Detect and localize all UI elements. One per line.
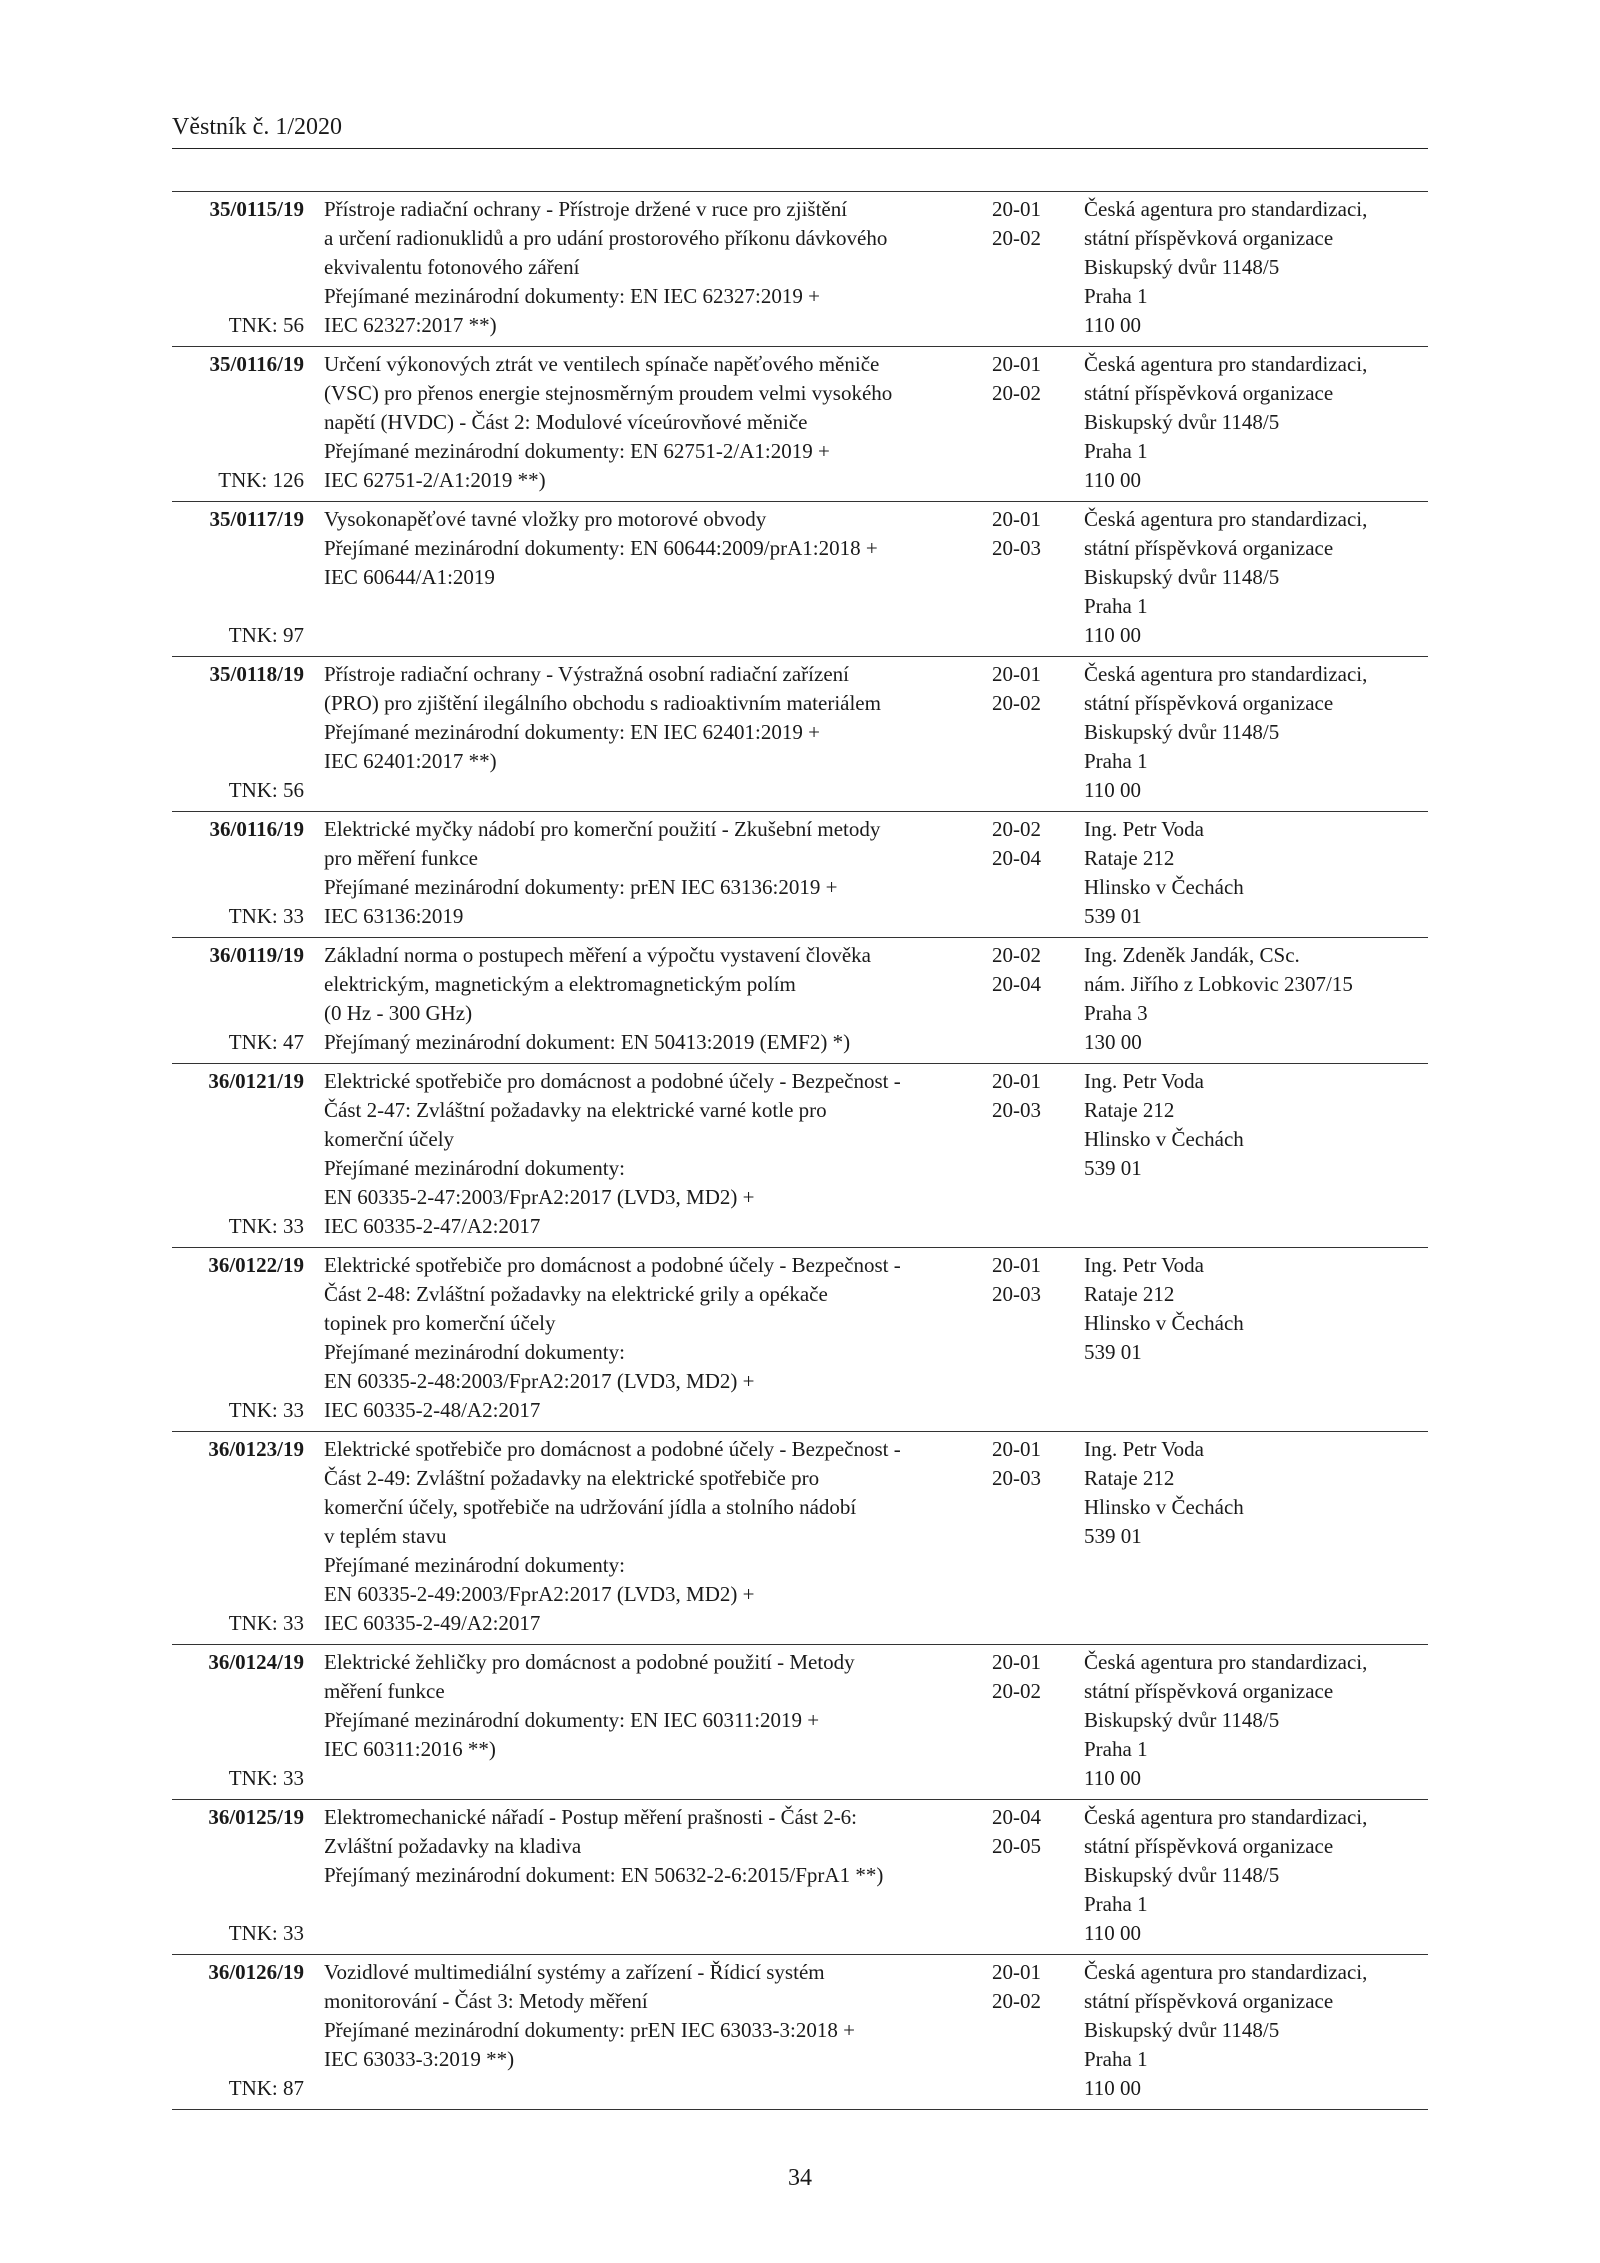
standard-description: Elektrické žehličky pro domácnost a podobné použití - Metody měření funkce Přejímané mezinárodní dokumenty: EN IEC 60311:2019 + IEC 60311:2016 **) <box>324 1650 855 1761</box>
date-codes: 20-02 20-04 <box>992 943 1041 996</box>
contact-address: Česká agentura pro standardizaci, státní příspěvková organizace Biskupský dvůr 1148/5 Praha 1 110 00 <box>1084 1650 1368 1790</box>
date-codes: 20-01 20-03 <box>992 507 1041 560</box>
contact-address: Ing. Zdeněk Jandák, CSc. nám. Jiřího z Lobkovic 2307/15 Praha 3 130 00 <box>1084 943 1353 1054</box>
standard-code: 35/0118/19 <box>209 662 304 686</box>
date-codes: 20-01 20-02 <box>992 1650 1041 1703</box>
standards-table <box>172 191 1428 2110</box>
table-row <box>172 1955 1428 2110</box>
table-row <box>172 1800 1428 1955</box>
table-row <box>172 192 1428 347</box>
contact-address: Česká agentura pro standardizaci, státní příspěvková organizace Biskupský dvůr 1148/5 Praha 1 110 00 <box>1084 197 1368 337</box>
contact-address: Česká agentura pro standardizaci, státní příspěvková organizace Biskupský dvůr 1148/5 Praha 1 110 00 <box>1084 507 1368 647</box>
contact-address: Česká agentura pro standardizaci, státní příspěvková organizace Biskupský dvůr 1148/5 Praha 1 110 00 <box>1084 352 1368 492</box>
tnk-number: TNK: 33 <box>228 1766 304 1790</box>
date-codes: 20-01 20-02 <box>992 1960 1041 2013</box>
table-row <box>172 1432 1428 1645</box>
page-number: 34 <box>788 2165 812 2191</box>
standard-description: Elektrické myčky nádobí pro komerční použití - Zkušební metody pro měření funkce Přejímané mezinárodní dokumenty: prEN IEC 63136:2019 + IEC 63136:2019 <box>324 817 881 928</box>
row-ids <box>172 195 304 340</box>
date-codes: 20-01 20-02 <box>992 662 1041 715</box>
table-row <box>172 1248 1428 1432</box>
contact-address: Česká agentura pro standardizaci, státní příspěvková organizace Biskupský dvůr 1148/5 Praha 1 110 00 <box>1084 1805 1368 1945</box>
date-codes: 20-01 20-03 <box>992 1253 1041 1306</box>
standard-code: 36/0125/19 <box>208 1805 304 1829</box>
table-row <box>172 938 1428 1064</box>
contact-address: Ing. Petr Voda Rataje 212 Hlinsko v Čechách 539 01 <box>1084 1069 1244 1180</box>
date-codes: 20-02 20-04 <box>992 817 1041 870</box>
row-ids <box>172 1435 304 1638</box>
row-ids <box>172 350 304 495</box>
tnk-number: TNK: 56 <box>228 778 304 802</box>
date-codes: 20-04 20-05 <box>992 1805 1041 1858</box>
tnk-number: TNK: 87 <box>228 2076 304 2100</box>
tnk-number: TNK: 33 <box>228 1214 304 1238</box>
row-ids <box>172 1067 304 1241</box>
standard-code: 36/0123/19 <box>208 1437 304 1461</box>
standard-code: 35/0116/19 <box>209 352 304 376</box>
standard-description: Základní norma o postupech měření a výpočtu vystavení člověka elektrickým, magnetickým a elektromagnetickým polím (0 Hz - 300 GHz) Přejímaný mezinárodní dokument: EN 50413:2019 (EMF2) *) <box>324 943 871 1054</box>
row-ids <box>172 941 304 1057</box>
contact-address: Ing. Petr Voda Rataje 212 Hlinsko v Čechách 539 01 <box>1084 1253 1244 1364</box>
table-row <box>172 1645 1428 1800</box>
tnk-number: TNK: 33 <box>228 1921 304 1945</box>
standard-description: Vozidlové multimediální systémy a zařízení - Řídicí systém monitorování - Část 3: Metody měření Přejímané mezinárodní dokumenty: prEN IEC 63033-3:2018 + IEC 63033-3:2019 **) <box>324 1960 855 2071</box>
date-codes: 20-01 20-02 <box>992 197 1041 250</box>
standard-code: 36/0124/19 <box>208 1650 304 1674</box>
row-ids <box>172 660 304 805</box>
tnk-number: TNK: 47 <box>228 1030 304 1054</box>
standard-description: Přístroje radiační ochrany - Výstražná osobní radiační zařízení (PRO) pro zjištění ilegálního obchodu s radioaktivním materiálem Přejímané mezinárodní dokumenty: EN IEC 62401:2019 + IEC 62401:2017 **) <box>324 662 881 773</box>
tnk-number: TNK: 126 <box>218 468 304 492</box>
standard-description: Elektrické spotřebiče pro domácnost a podobné účely - Bezpečnost - Část 2-48: Zvláštní požadavky na elektrické grily a opékače topinek pro komerční účely Přejímané mezinárodní dokumenty: EN 60335-2-48:2003/FprA2:2017 (LVD3, MD2) + IEC 60335-2-48/A2:2017 <box>324 1253 901 1422</box>
contact-address: Ing. Petr Voda Rataje 212 Hlinsko v Čechách 539 01 <box>1084 817 1244 928</box>
standard-code: 36/0119/19 <box>209 943 304 967</box>
tnk-number: TNK: 33 <box>228 1398 304 1422</box>
standard-code: 36/0126/19 <box>208 1960 304 1984</box>
row-ids <box>172 1803 304 1948</box>
date-codes: 20-01 20-03 <box>992 1069 1041 1122</box>
row-ids <box>172 505 304 650</box>
tnk-number: TNK: 33 <box>228 1611 304 1635</box>
contact-address: Česká agentura pro standardizaci, státní příspěvková organizace Biskupský dvůr 1148/5 Praha 1 110 00 <box>1084 662 1368 802</box>
date-codes: 20-01 20-03 <box>992 1437 1041 1490</box>
row-ids <box>172 1958 304 2103</box>
date-codes: 20-01 20-02 <box>992 352 1041 405</box>
standard-description: Elektromechanické nářadí - Postup měření prašnosti - Část 2-6: Zvláštní požadavky na kladiva Přejímaný mezinárodní dokument: EN 50632-2-6:2015/FprA1 **) <box>324 1805 884 1887</box>
standard-description: Vysokonapěťové tavné vložky pro motorové obvody Přejímané mezinárodní dokumenty: EN 60644:2009/prA1:2018 + IEC 60644/A1:2019 <box>324 507 878 589</box>
tnk-number: TNK: 97 <box>228 623 304 647</box>
standard-code: 35/0115/19 <box>209 197 304 221</box>
standard-code: 36/0121/19 <box>208 1069 304 1093</box>
standard-code: 35/0117/19 <box>209 507 304 531</box>
row-ids <box>172 1251 304 1425</box>
table-row <box>172 812 1428 938</box>
table-row <box>172 1064 1428 1248</box>
tnk-number: TNK: 56 <box>228 313 304 337</box>
table-row <box>172 502 1428 657</box>
row-ids <box>172 1648 304 1793</box>
contact-address: Ing. Petr Voda Rataje 212 Hlinsko v Čechách 539 01 <box>1084 1437 1244 1548</box>
table-row <box>172 657 1428 812</box>
table-row <box>172 347 1428 502</box>
standard-description: Určení výkonových ztrát ve ventilech spínače napěťového měniče (VSC) pro přenos energie stejnosměrným proudem velmi vysokého napětí (HVDC) - Část 2: Modulové víceúrovňové měniče Přejímané mezinárodní dokumenty: EN 62751-2/A1:2019 + IEC 62751-2/A1:2019 **) <box>324 352 893 492</box>
journal-title: Věstník č. 1/2020 <box>172 114 342 140</box>
standard-description: Elektrické spotřebiče pro domácnost a podobné účely - Bezpečnost - Část 2-47: Zvláštní požadavky na elektrické varné kotle pro komerční účely Přejímané mezinárodní dokumenty: EN 60335-2-47:2003/FprA2:2017 (LVD3, MD2) + IEC 60335-2-47/A2:2017 <box>324 1069 901 1238</box>
contact-address: Česká agentura pro standardizaci, státní příspěvková organizace Biskupský dvůr 1148/5 Praha 1 110 00 <box>1084 1960 1368 2100</box>
standard-description: Elektrické spotřebiče pro domácnost a podobné účely - Bezpečnost - Část 2-49: Zvláštní požadavky na elektrické spotřebiče pro komerční účely, spotřebiče na udržování jídla a stolního nádobí v teplém stavu Přejímané mezinárodní dokumenty: EN 60335-2-49:2003/FprA2:2017 (LVD3, MD2) + IEC 60335-2-49/A2:2017 <box>324 1437 901 1635</box>
page-header <box>172 112 1428 149</box>
standard-description: Přístroje radiační ochrany - Přístroje držené v ruce pro zjištění a určení radionuklidů a pro udání prostorového příkonu dávkového ekvivalentu fotonového záření Přejímané mezinárodní dokumenty: EN IEC 62327:2019 + IEC 62327:2017 **) <box>324 197 888 337</box>
standard-code: 36/0122/19 <box>208 1253 304 1277</box>
row-ids <box>172 815 304 931</box>
tnk-number: TNK: 33 <box>228 904 304 928</box>
standard-code: 36/0116/19 <box>209 817 304 841</box>
